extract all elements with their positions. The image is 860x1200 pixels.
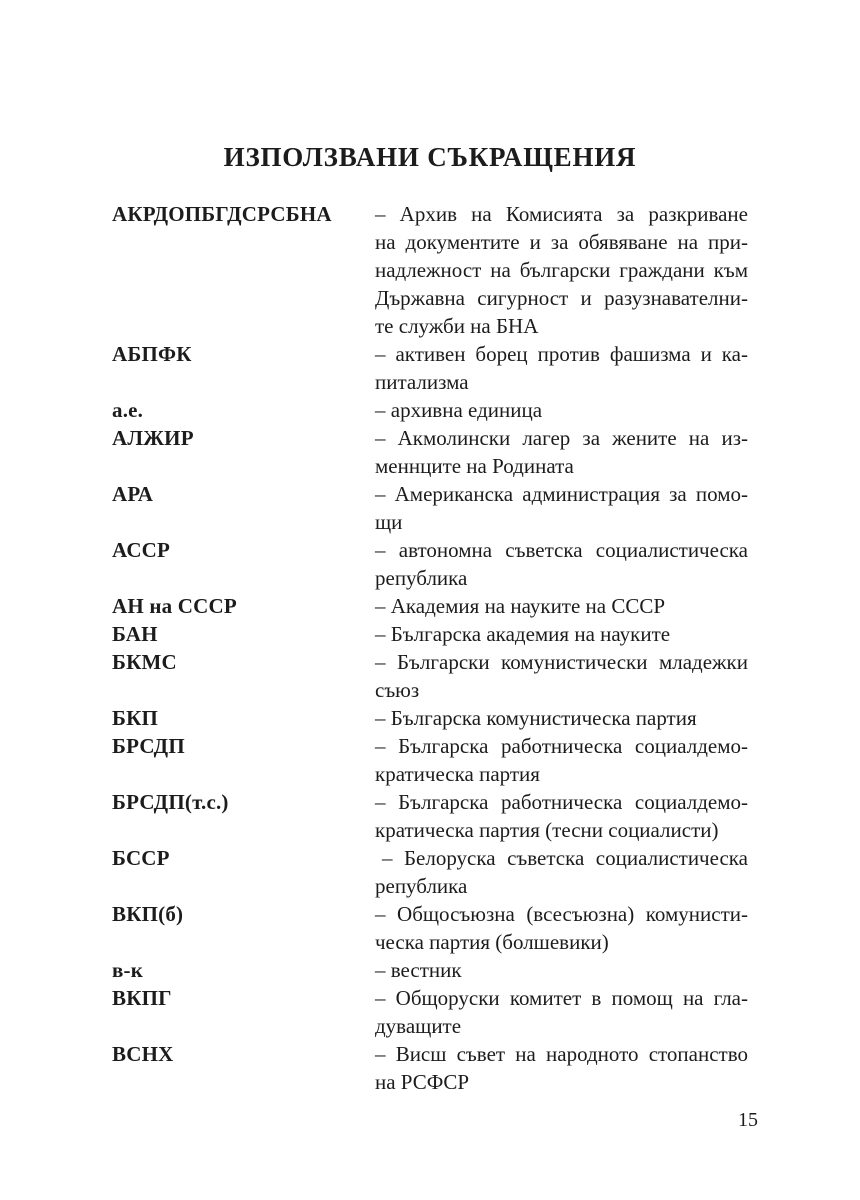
- definition-line: Държавна сигурност и разузнавателни-: [375, 286, 748, 310]
- abbreviation-definition: [375, 592, 748, 620]
- abbreviation-row: [112, 592, 748, 620]
- abbreviation-row: [112, 536, 748, 592]
- abbreviation-term: ВКП(б): [112, 902, 184, 926]
- abbreviations-list: [112, 200, 748, 1096]
- abbreviation-definition: [375, 732, 748, 788]
- definition-line: – вестник: [375, 958, 462, 982]
- abbreviation-definition: [375, 340, 748, 396]
- definition-line: – Американска администрация за помо-: [375, 482, 748, 506]
- abbreviation-row: [112, 424, 748, 480]
- abbreviation-term: ВКПГ: [112, 986, 172, 1010]
- definition-line: питализма: [375, 370, 469, 394]
- abbreviation-definition: [375, 620, 748, 648]
- abbreviation-row: [112, 732, 748, 788]
- definition-line: – Акмолински лагер за жените на из-: [375, 426, 748, 450]
- abbreviation-definition: [375, 788, 748, 844]
- definition-line: кратическа партия (тесни социалисти): [375, 818, 719, 842]
- definition-line: те служби на БНА: [375, 314, 539, 338]
- abbreviation-row: [112, 956, 748, 984]
- definition-line: република: [375, 874, 468, 898]
- definition-line: – Общосъюзна (всесъюзна) комунисти-: [375, 902, 748, 926]
- abbreviation-definition: [375, 396, 748, 424]
- definition-line: – Български комунистически младежки: [375, 650, 748, 674]
- abbreviation-row: [112, 984, 748, 1040]
- abbreviation-row: [112, 1040, 748, 1096]
- definition-line: – активен борец против фашизма и ка-: [375, 342, 748, 366]
- definition-line: съюз: [375, 678, 420, 702]
- abbreviation-term: АРА: [112, 482, 154, 506]
- abbreviation-row: [112, 340, 748, 396]
- definition-line: ческа партия (болшевики): [375, 930, 609, 954]
- abbreviation-row: [112, 844, 748, 900]
- abbreviation-row: [112, 620, 748, 648]
- abbreviation-term: БРСДП: [112, 734, 185, 758]
- definition-line: – Българска работническа социалдемо-: [375, 790, 748, 814]
- definition-line: меннците на Родината: [375, 454, 574, 478]
- abbreviation-definition: [375, 844, 748, 900]
- abbreviation-term: ВСНХ: [112, 1042, 174, 1066]
- definition-line: дуващите: [375, 1014, 462, 1038]
- abbreviation-term: АЛЖИР: [112, 426, 194, 450]
- abbreviation-definition: [375, 900, 748, 956]
- abbreviation-term: БССР: [112, 846, 170, 870]
- definition-line: надлежност на български граждани към: [375, 258, 748, 282]
- definition-line: на документите и за обявяване на при-: [375, 230, 748, 254]
- definition-line: на РСФСР: [375, 1070, 470, 1094]
- abbreviation-definition: [375, 424, 748, 480]
- page-number: 15: [738, 1109, 758, 1131]
- abbreviation-term: БКП: [112, 706, 159, 730]
- abbreviation-term: АБПФК: [112, 342, 192, 366]
- abbreviation-row: [112, 480, 748, 536]
- abbreviation-row: [112, 200, 748, 340]
- abbreviation-definition: [375, 648, 748, 704]
- abbreviation-row: [112, 900, 748, 956]
- abbreviation-term: БАН: [112, 622, 158, 646]
- definition-line: – Белоруска съветска социалистическа: [382, 846, 748, 870]
- definition-line: кратическа партия: [375, 762, 540, 786]
- abbreviation-definition: [375, 1040, 748, 1096]
- abbreviation-term: АКРДОПБГДСРСБНА: [112, 202, 332, 226]
- definition-line: – Академия на науките на СССР: [375, 594, 666, 618]
- definition-line: щи: [375, 510, 403, 534]
- definition-line: – автономна съветска социалистическа: [375, 538, 748, 562]
- definition-line: – Българска комунистическа партия: [375, 706, 697, 730]
- abbreviation-term: АН на СССР: [112, 594, 237, 618]
- abbreviation-definition: [375, 536, 748, 592]
- definition-line: република: [375, 566, 468, 590]
- definition-line: – архивна единица: [375, 398, 543, 422]
- definition-line: – Архив на Комисията за разкриване: [375, 202, 748, 226]
- abbreviation-definition: [375, 704, 748, 732]
- abbreviation-term: а.е.: [112, 398, 144, 422]
- abbreviation-row: [112, 704, 748, 732]
- abbreviation-row: [112, 788, 748, 844]
- abbreviation-definition: [375, 956, 748, 984]
- abbreviation-definition: [375, 984, 748, 1040]
- definition-line: – Българска работническа социалдемо-: [375, 734, 748, 758]
- abbreviation-term: БКМС: [112, 650, 177, 674]
- page-title: ИЗПОЛЗВАНИ СЪКРАЩЕНИЯ: [223, 142, 637, 173]
- abbreviation-definition: [375, 480, 748, 536]
- abbreviation-term: в-к: [112, 958, 144, 982]
- abbreviation-row: [112, 648, 748, 704]
- abbreviation-row: [112, 396, 748, 424]
- definition-line: – Висш съвет на народното стопанство: [375, 1042, 748, 1066]
- definition-line: – Българска академия на науките: [375, 622, 671, 646]
- abbreviation-term: БРСДП(т.с.): [112, 790, 229, 814]
- abbreviation-term: АССР: [112, 538, 171, 562]
- abbreviation-definition: [375, 200, 748, 340]
- definition-line: – Общоруски комитет в помощ на гла-: [375, 986, 748, 1010]
